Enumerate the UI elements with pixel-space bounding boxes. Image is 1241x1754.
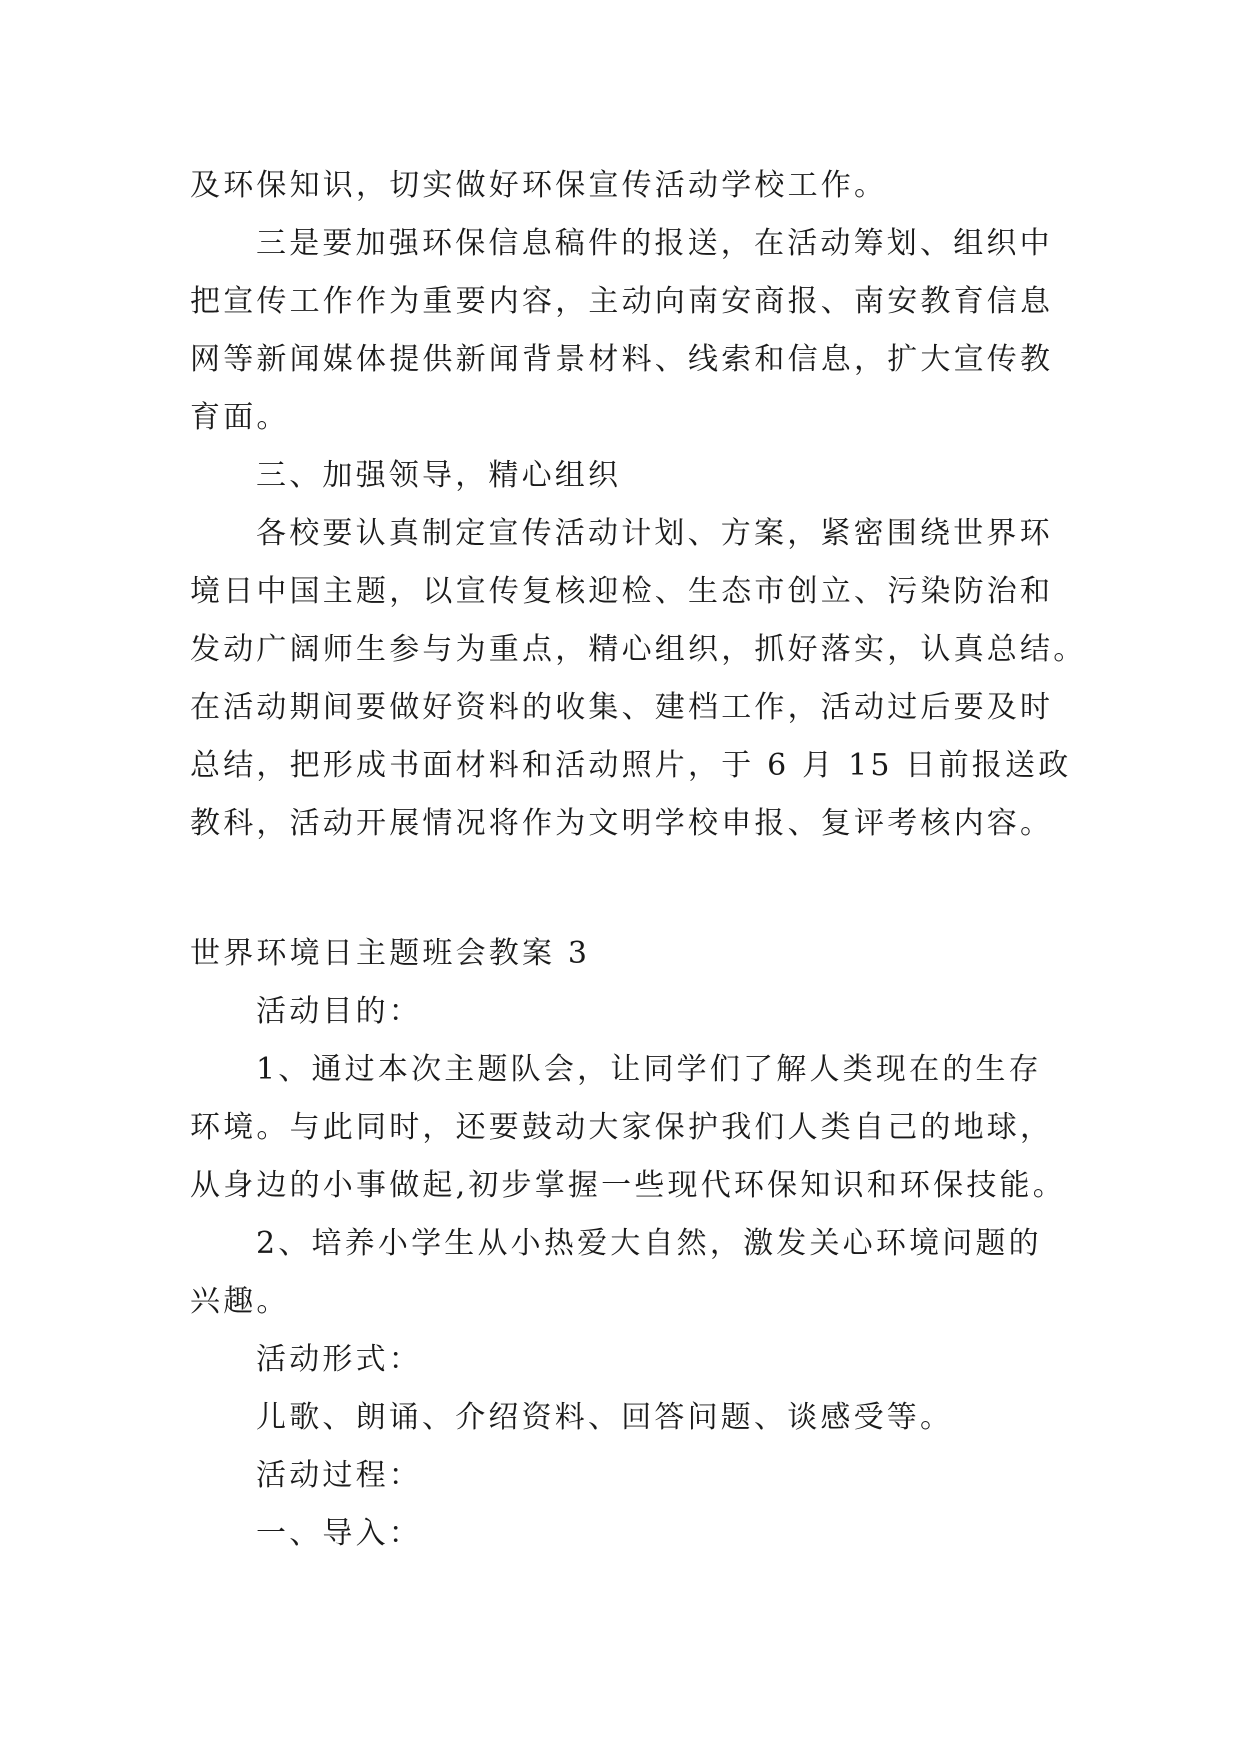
paragraph-line: 把宣传工作作为重要内容，主动向南安商报、南安教育信息	[190, 284, 1054, 319]
document-title: 世界环境日主题班会教案 3	[190, 936, 591, 971]
paragraph-line: 育面。	[190, 400, 290, 435]
section-heading: 一、导入：	[256, 1516, 422, 1551]
paragraph-line: 1、通过本次主题队会，让同学们了解人类现在的生存	[256, 1052, 1042, 1087]
section-heading: 活动过程：	[256, 1458, 422, 1493]
paragraph-line: 发动广阔师生参与为重点，精心组织，抓好落实，认真总结。	[190, 632, 1087, 667]
section-heading: 活动目的：	[256, 994, 422, 1029]
paragraph-line: 环境。与此同时，还要鼓动大家保护我们人类自己的地球，	[190, 1110, 1054, 1145]
paragraph-line: 各校要认真制定宣传活动计划、方案，紧密围绕世界环	[256, 516, 1053, 551]
paragraph-line: 及环保知识，切实做好环保宣传活动学校工作。	[190, 168, 888, 203]
paragraph-line: 网等新闻媒体提供新闻背景材料、线索和信息，扩大宣传教	[190, 342, 1054, 377]
paragraph-line: 从身边的小事做起,初步掌握一些现代环保知识和环保技能。	[190, 1168, 1066, 1203]
paragraph-line: 兴趣。	[190, 1284, 290, 1319]
paragraph-line: 在活动期间要做好资料的收集、建档工作，活动过后要及时	[190, 690, 1054, 725]
section-heading: 三、加强领导，精心组织	[256, 458, 622, 493]
paragraph-line: 2、培养小学生从小热爱大自然，激发关心环境问题的	[256, 1226, 1042, 1261]
document-body	[190, 157, 1087, 1563]
paragraph-line: 境日中国主题，以宣传复核迎检、生态市创立、污染防治和	[190, 574, 1054, 609]
paragraph-line: 三是要加强环保信息稿件的报送，在活动筹划、组织中	[256, 226, 1053, 261]
paragraph-line: 总结，把形成书面材料和活动照片，于 6 月 15 日前报送政	[190, 748, 1072, 783]
paragraph-line: 儿歌、朗诵、介绍资料、回答问题、谈感受等。	[256, 1400, 954, 1435]
section-spacer	[190, 853, 1070, 925]
paragraph-line: 教科，活动开展情况将作为文明学校申报、复评考核内容。	[190, 806, 1054, 841]
section-heading: 活动形式：	[256, 1342, 422, 1377]
